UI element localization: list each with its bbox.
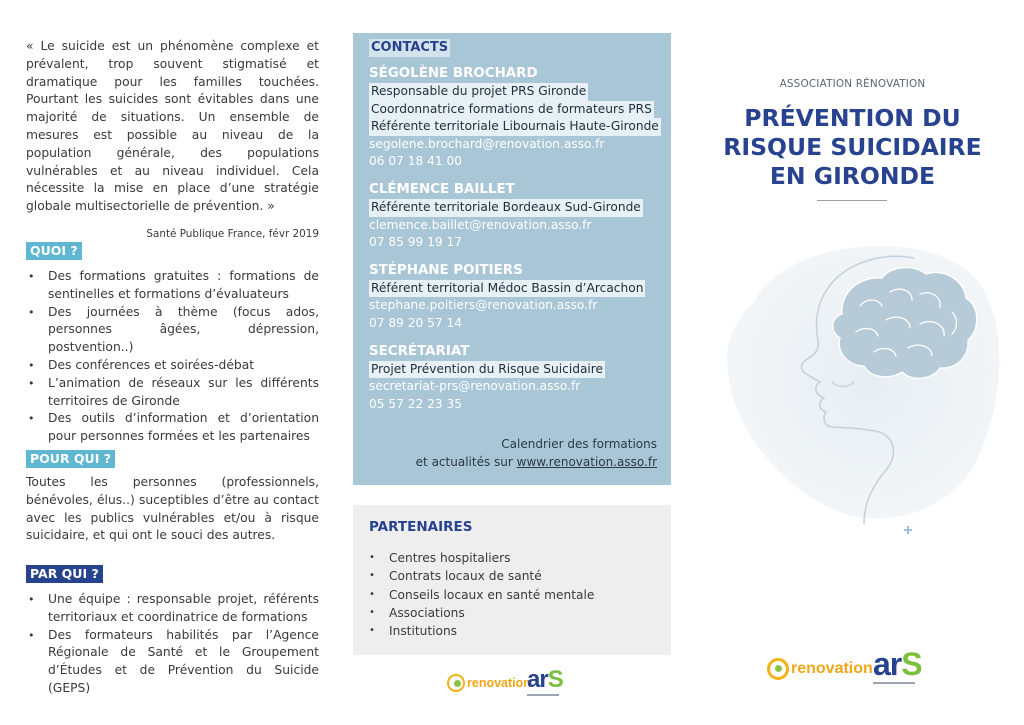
list-item: • Des conférences et soirées-débat (26, 357, 319, 375)
title-divider (817, 200, 887, 201)
ars-logo (873, 648, 922, 684)
quote-source: Santé Publique France, févr 2019 (146, 227, 319, 240)
contact-role: Projet Prévention du Risque Suicidaire (369, 361, 605, 379)
contact-phone: 06 07 18 41 00 (369, 154, 463, 169)
contact-email[interactable]: segolene.brochard@renovation.asso.fr (369, 136, 605, 151)
renovation-logo (767, 658, 873, 680)
title-line: EN GIRONDE (769, 162, 936, 190)
calendar-prefix: et actualités sur (415, 455, 517, 469)
list-item: • Centres hospitaliers (367, 549, 594, 567)
quoi-list (26, 268, 319, 446)
list-item: • Des formations gratuites : formations de sentinelles et formations d’évaluateurs (26, 268, 319, 304)
contact-role: Coordonnatrice formations de formateurs PRS (369, 101, 654, 119)
title-line: PRÉVENTION DU (744, 104, 961, 132)
ars-letter: a (527, 666, 540, 693)
page-title (710, 104, 995, 191)
left-panel (26, 38, 319, 695)
calendar-note (416, 435, 657, 471)
quoi-heading: QUOI ? (26, 242, 82, 260)
ars-letter: S (547, 666, 563, 693)
ars-letter: a (873, 646, 890, 682)
list-item: • Des formateurs habilités par l’Agence Régionale de Santé et le Groupement d’Études et de Prévention du Suicide (GEPS) (26, 627, 319, 698)
calendar-line: Calendrier des formations (501, 437, 657, 451)
list-item: • Des journées à thème (focus ados, personnes âgées, dépression, postvention..) (26, 304, 319, 357)
contact-name: CLÉMENCE BAILLET (369, 181, 515, 197)
ars-subline (873, 682, 915, 684)
association-name: ASSOCIATION RÉNOVATION (779, 78, 926, 90)
contact-role: Référente territoriale Libournais Haute-Gironde (369, 118, 661, 136)
title-line: RISQUE SUICIDAIRE (723, 133, 982, 161)
ars-letter: r (539, 666, 548, 693)
ars-subline (527, 694, 559, 696)
renovation-mark-icon (447, 674, 465, 692)
contact-email[interactable]: stephane.poitiers@renovation.asso.fr (369, 298, 598, 313)
partners-panel (353, 505, 671, 655)
list-item: • Une équipe : responsable projet, référents territoriaux et coordinatrice de formations (26, 591, 319, 627)
contact-name: STÉPHANE POITIERS (369, 262, 523, 278)
renovation-logo (447, 674, 531, 692)
contact-email[interactable]: secretariat-prs@renovation.asso.fr (369, 379, 581, 394)
contact-phone: 05 57 22 23 35 (369, 396, 463, 411)
partners-title: PARTENAIRES (369, 519, 473, 535)
list-item: • Associations (367, 604, 594, 622)
list-item: • L’animation de réseaux sur les différents territoires de Gironde (26, 375, 319, 411)
pour-qui-text: Toutes les personnes (professionnels, bénévoles, élus..) suceptibles d’être au contact avec les publics vulnérables et/ou à risque suicidaire, et qui ont le souci des autres. (26, 475, 319, 543)
contact-role: Responsable du projet PRS Gironde (369, 83, 588, 101)
contact-name: SECRÉTARIAT (369, 343, 470, 359)
list-item: • Institutions (367, 622, 594, 640)
par-qui-heading: PAR QUI ? (26, 565, 103, 583)
website-link[interactable]: www.renovation.asso.fr (516, 455, 657, 469)
contact-phone: 07 85 99 19 17 (369, 235, 463, 250)
partners-list (367, 549, 594, 640)
renovation-mark-icon (767, 658, 789, 680)
pour-qui-heading: POUR QUI ? (26, 450, 115, 468)
contacts-title: CONTACTS (371, 40, 449, 55)
contact-name: SÉGOLÈNE BROCHARD (369, 66, 538, 81)
contact-role: Référente territoriale Bordeaux Sud-Gironde (369, 199, 643, 217)
contact-email[interactable]: clemence.baillet@renovation.asso.fr (369, 217, 592, 232)
par-qui-list (26, 591, 319, 698)
intro-quote: « Le suicide est un phénomène complexe et prévalent, trop souvent stigmatisé et dramatique pour les familles touchées. Pourtant les suicides sont évitables dans une majorité de situations. Un ensemble de mesures est possible au niveau de la population générale, des populations vulnérables et au niveau individuel. Cela nécessite la mise en place d’une stratégie globale multisectorielle de prévention. » (26, 39, 319, 214)
contacts-panel (353, 33, 671, 485)
plus-icon (904, 526, 912, 534)
contact-phone: 07 89 20 57 14 (369, 315, 463, 330)
ars-logo (527, 668, 563, 696)
renovation-wordmark: renovation (791, 660, 873, 677)
list-item: • Conseils locaux en santé mentale (367, 586, 594, 604)
renovation-wordmark: renovation (467, 676, 531, 690)
head-with-brain-illustration-icon (714, 232, 1010, 550)
ars-letter: S (901, 646, 922, 682)
ars-letter: r (889, 646, 902, 682)
list-item: • Des outils d’information et d’orientation pour personnes formées et les partenaires (26, 410, 319, 446)
contact-role: Référent territorial Médoc Bassin d’Arcachon (369, 280, 645, 298)
list-item: • Contrats locaux de santé (367, 567, 594, 585)
